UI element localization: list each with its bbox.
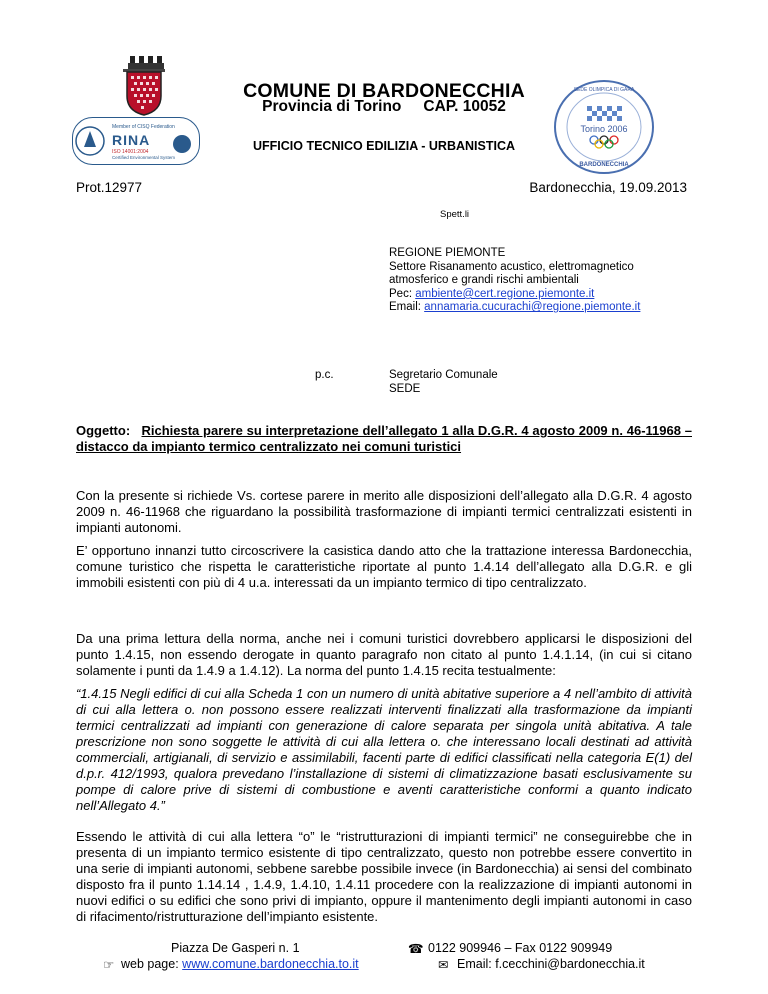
subject-label: Oggetto: xyxy=(76,423,131,438)
pointing-hand-icon: ☞ xyxy=(103,958,115,972)
olympic-town-text: BARDONECCHIA xyxy=(579,162,629,168)
footer-email-value: f.cecchini@bardonecchia.it xyxy=(495,957,645,971)
cc-block xyxy=(389,369,498,396)
body-paragraph: Da una prima lettura della norma, anche nei i comuni turistici dovrebbero applicarsi le disposizioni del punto 1.4.15, non essendo derogate in quanto paragrafo non citato al punto 1.4.1.14, (in cui si citano solamente i punti da 1.4.9 a 1.4.12). La norma del punto 1.4.15 recita testualmente: xyxy=(76,631,692,678)
recipient-block xyxy=(389,247,640,315)
body-paragraph: Con la presente si richiede Vs. cortese parere in merito alle disposizioni dell’allegato alla D.G.R. 4 agosto 2009 n. 46-11968 che riguardano la possibilità trasformazione di impianti termici centralizzati esistenti in impianti autonomi. xyxy=(76,488,692,535)
subject xyxy=(76,423,692,455)
cert-system-text: Certified Environmental System xyxy=(112,155,176,160)
phone-icon: ☎ xyxy=(408,942,424,956)
protocol-number: Prot.12977 xyxy=(76,180,143,195)
provincia-line xyxy=(0,98,768,116)
footer-email-label: Email: xyxy=(457,957,496,971)
web-label: web page: xyxy=(121,957,183,971)
olympic-ring-text: SEDE OLIMPICA DI GARA xyxy=(573,87,635,93)
footer-email xyxy=(457,957,645,971)
place-date: Bardonecchia, 19.09.2013 xyxy=(529,180,687,195)
cert-member-text: Member of CISQ Federation xyxy=(112,124,175,130)
cc-line: Segretario Comunale xyxy=(389,369,498,381)
provincia-text: Provincia di Torino xyxy=(262,98,402,115)
quoted-regulation: “1.4.15 Negli edifici di cui alla Scheda 1 con un numero di unità abitative superiore a 4 nell’ambito di attività di cui alla lettera o. non possono essere realizzati interventi finalizzati alla trasformazione da impianti termici centralizzati ad impianti con generazione di calore separata per singola unità abitativa. A tale prescrizione non sono soggette le attività di cui alla lettera o. che interessano locali destinati ad attività commerciali, artigianali, di servizio e assimilabili, facenti parte di edifici classificati nella categoria E(1) del d.p.r. 412/1993, qualora prevedano l’installazione di sistemi di climatizzazione basati esclusivamente su pompe di calore prive di sistemi di combustione e aventi caratteristiche conformi a quanto indicato nell’Allegato 4.” xyxy=(76,686,692,813)
email-label: Email: xyxy=(389,301,425,314)
recipient-line: Settore Risanamento acustico, elettromagnetico xyxy=(389,260,634,273)
cc-label: p.c. xyxy=(315,369,334,381)
pec-link[interactable]: ambiente@cert.regione.piemonte.it xyxy=(415,287,595,300)
email-link[interactable]: annamaria.cucurachi@regione.piemonte.it xyxy=(424,301,641,314)
recipient-pec xyxy=(389,288,640,302)
web-link[interactable]: www.comune.bardonecchia.to.it xyxy=(182,957,359,971)
recipient-email xyxy=(389,301,640,315)
footer-phone: 0122 909946 – Fax 0122 909949 xyxy=(428,941,613,955)
salutation: Spett.li xyxy=(440,209,470,220)
footer-address: Piazza De Gasperi n. 1 xyxy=(171,941,300,955)
comune-title: COMUNE DI BARDONECCHIA xyxy=(243,80,525,102)
olympic-city-text: Torino 2006 xyxy=(580,124,628,134)
subject-text: Richiesta parere su interpretazione dell’allegato 1 alla D.G.R. 4 agosto 2009 n. 46-11968 – distacco da impianto termico centralizzato nei comuni turistici xyxy=(76,423,692,454)
recipient-line: REGIONE PIEMONTE xyxy=(389,247,506,259)
body-paragraph: E’ opportuno innanzi tutto circoscrivere la casistica dando atto che la trattazione interessa Bardonecchia, comune turistico che rispetta le caratteristiche riportate al punto 1.4.14 dell’allegato alla D.G.R. e gli immobili esistenti con più di 4 u.a. interessati da un impianto termico di tipo centralizzato. xyxy=(76,543,692,590)
cert-iso-text: ISO 14001:2004 xyxy=(112,149,149,155)
pec-label: Pec: xyxy=(389,287,416,300)
cap-text: CAP. 10052 xyxy=(423,98,506,115)
mail-icon: ✉ xyxy=(438,958,449,972)
footer-web xyxy=(121,957,359,971)
body-paragraph: Essendo le attività di cui alla lettera “o” le “ristrutturazioni di impianti termici” ne conseguirebbe che in presenta di un impianto termico esistente di tipo centralizzato, questo non potrebbe essere convertito in una serie di impianti autonomi, sebbene sarebbe possibile invece (in Bardonecchia) ai sensi del combinato disposto fra il punto 1.14.14 , 1.4.9, 1.4.10, 1.4.11 procedere con la realizzazione di impianti autonomi in nuovi edifici o su edifici che sono privi di impianto, oppure il mantenimento degli impianti autonomi in caso di rifacimento/ristrutturazione dell’impianto esistente. xyxy=(76,829,692,924)
recipient-line: atmosferico e grandi rischi ambientali xyxy=(389,274,579,287)
cc-line: SEDE xyxy=(389,382,421,395)
ufficio-title: UFFICIO TECNICO EDILIZIA - URBANISTICA xyxy=(252,139,516,153)
rina-brand-text: RINA xyxy=(112,132,151,148)
